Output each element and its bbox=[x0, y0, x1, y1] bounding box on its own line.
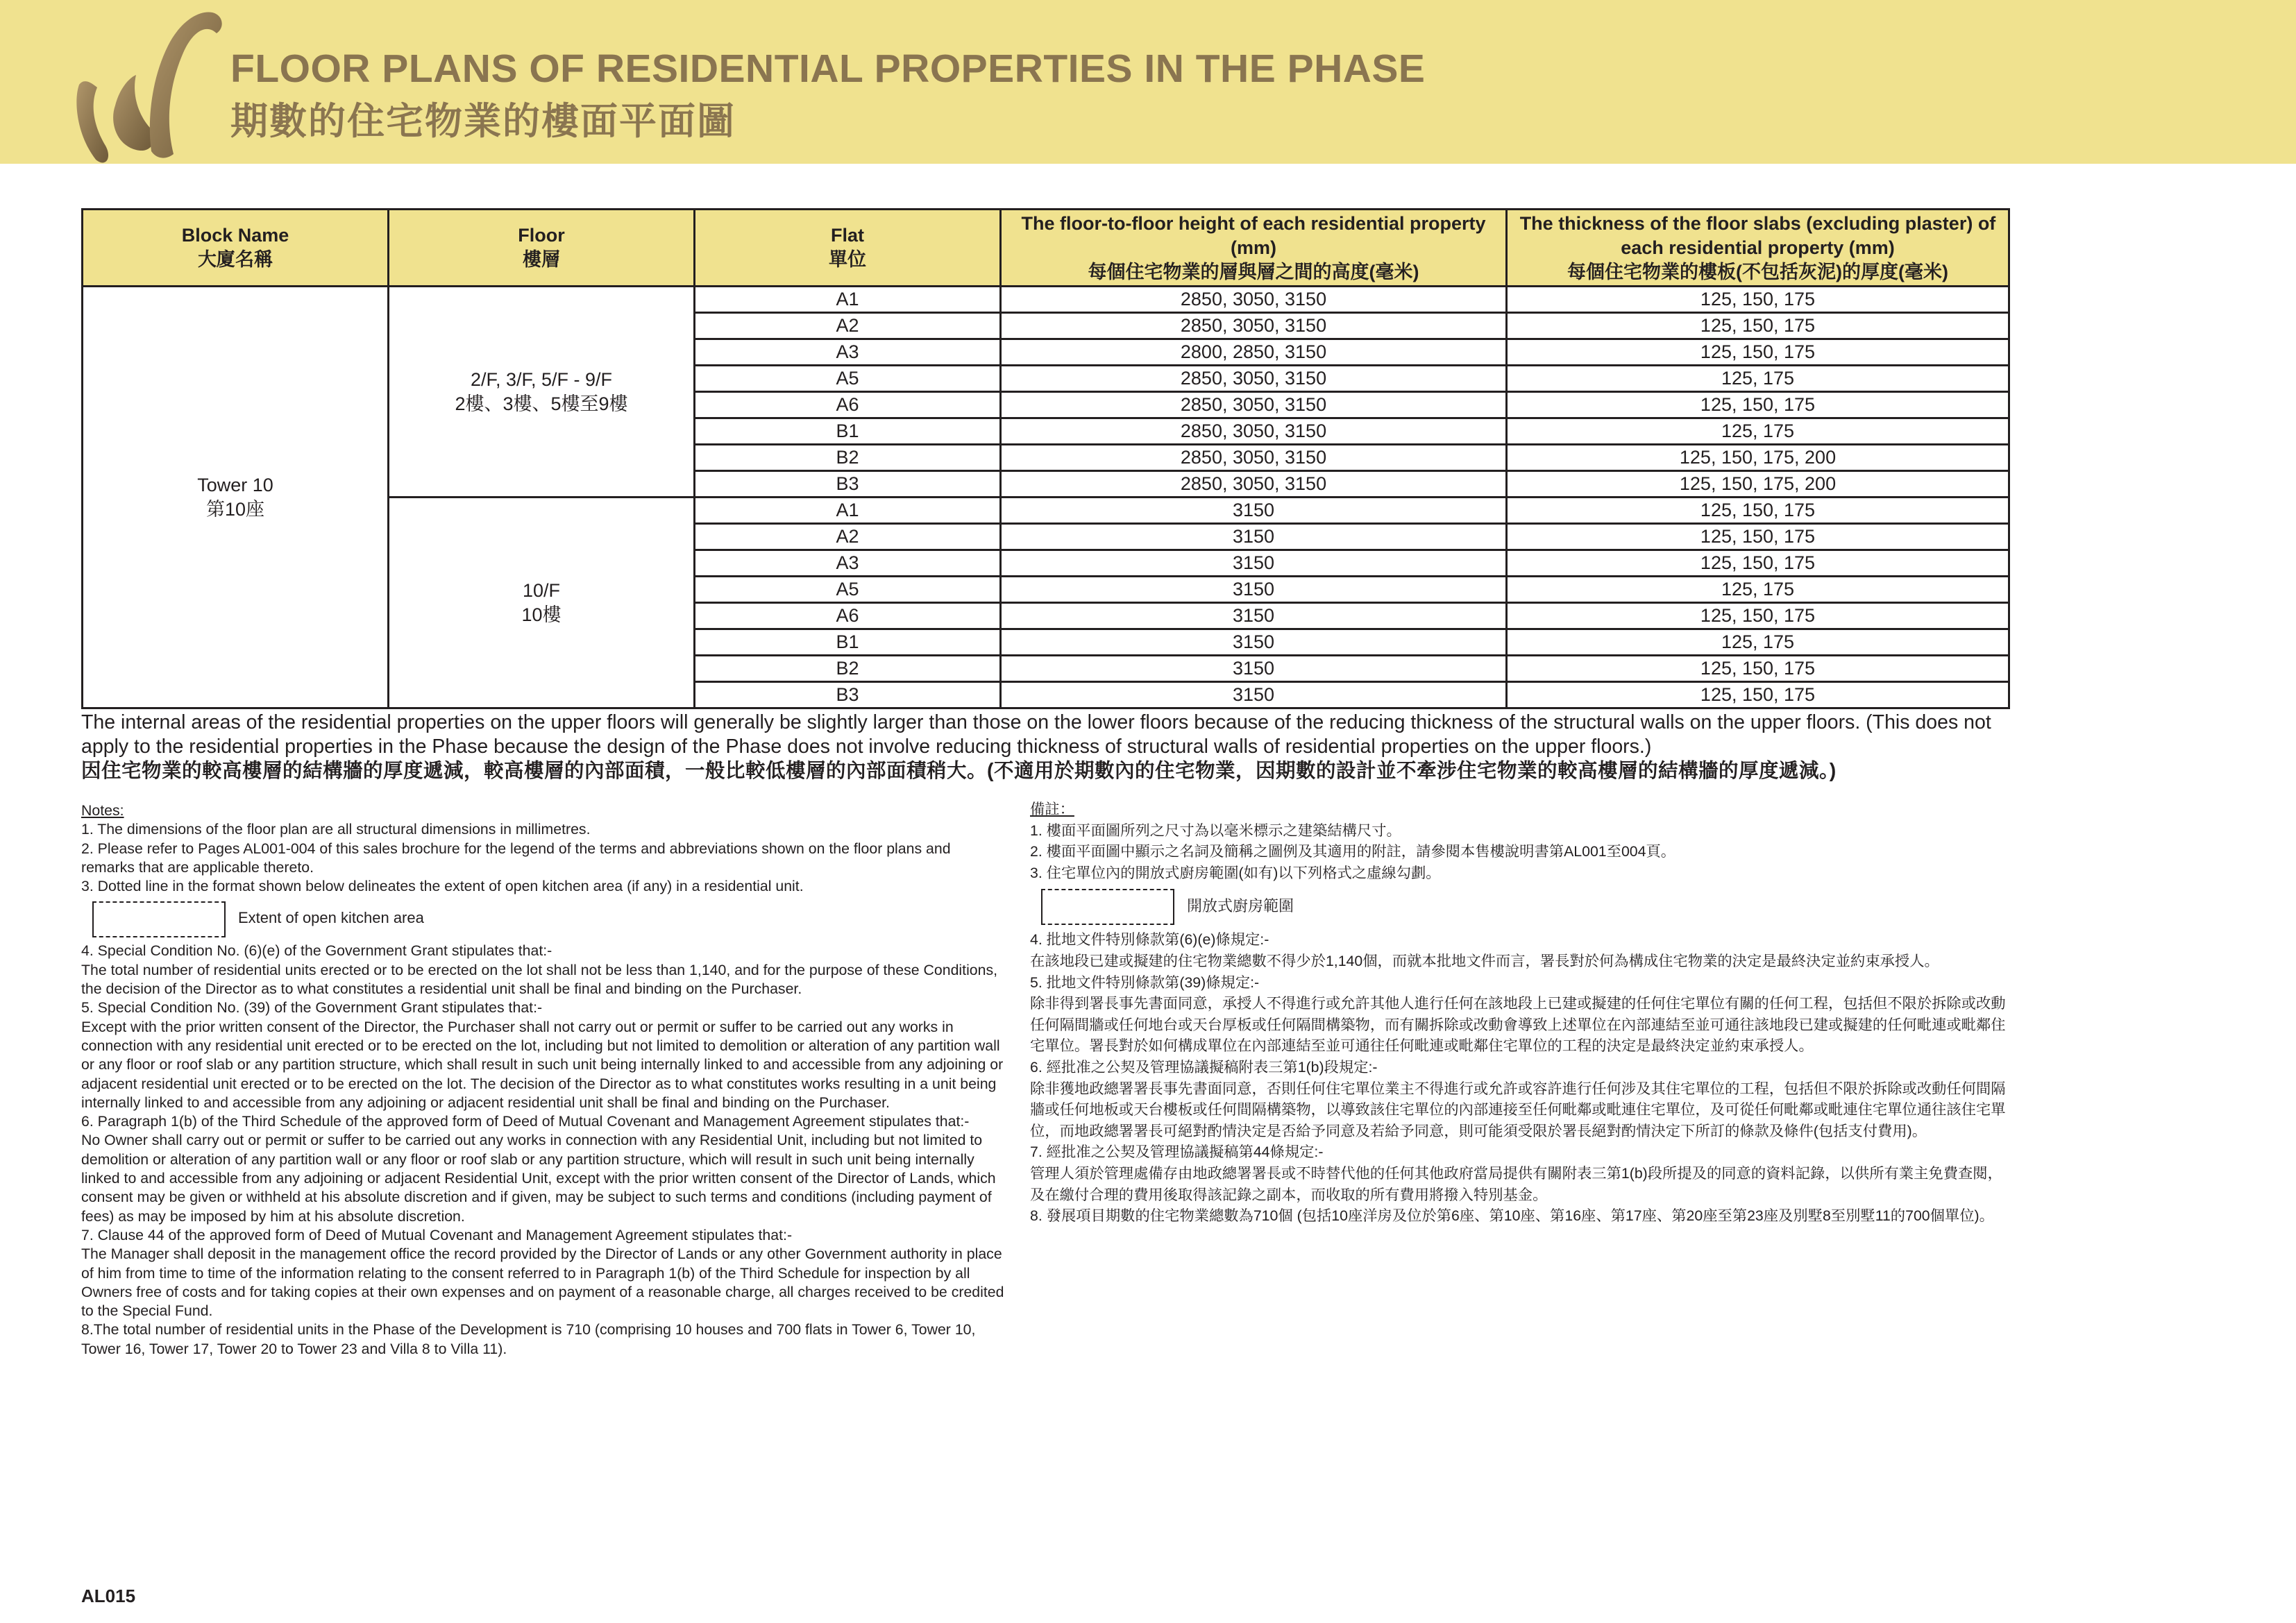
internal-area-note-zh: 因住宅物業的較高樓層的結構牆的厚度遞減，較高樓層的內部面積，一般比較低樓層的內部面積稍大。(不適用於期數內的住宅物業，因期數的設計並不牽涉住宅物業的較高樓層的結構牆的厚度遞減。) bbox=[81, 760, 1837, 782]
flat-cell: B1 bbox=[695, 418, 1001, 445]
height-cell: 3150 bbox=[1001, 656, 1507, 682]
flat-cell: A1 bbox=[695, 287, 1001, 313]
kitchen-legend bbox=[81, 896, 1004, 942]
note-7-title: 7. Clause 44 of the approved form of Deed of Mutual Covenant and Management Agreement stipulates that:- bbox=[81, 1226, 793, 1243]
note-5-title: 5. Special Condition No. (39) of the Government Grant stipulates that:- bbox=[81, 999, 543, 1017]
table-body bbox=[83, 287, 2009, 708]
note-1-zh: 1. 樓面平面圖所列之尺寸為以毫米標示之建築結構尺寸。 bbox=[1030, 822, 1401, 839]
header-slab-thickness: The thickness of the floor slabs (excluding plaster) of each residential property (mm) 每個住宅物業的樓板(不包括灰泥)的厚度(毫米) bbox=[1507, 210, 2009, 287]
note-5-body: Except with the prior written consent of the Director, the Purchaser shall not carry out or permit or suffer to be carried out any works in connection with any residential unit erected or to be erected on the lot, including but not limited to demolition or alteration of any partition wall or any floor or roof slab or any partition structure, which shall result in such unit being internally linked to and accessible from any adjoining or adjacent residential unit erected or to be erected on the lot. The decision of the Director as to what constitutes works resulting in a unit being internally linked to and accessible from any adjoining or adjacent residential unit shall be final and binding on the Purchaser. bbox=[81, 1018, 1004, 1111]
notes-heading-zh: 備註： bbox=[1030, 801, 1074, 817]
height-cell: 3150 bbox=[1001, 550, 1507, 577]
flat-cell: A3 bbox=[695, 339, 1001, 366]
height-cell: 2850, 3050, 3150 bbox=[1001, 313, 1507, 339]
thickness-cell: 125, 150, 175, 200 bbox=[1507, 471, 2009, 498]
page-code: AL015 bbox=[81, 1586, 136, 1606]
page-title-zh: 期數的住宅物業的樓面平面圖 bbox=[230, 101, 736, 142]
flat-cell: A1 bbox=[695, 498, 1001, 524]
height-cell: 2850, 3050, 3150 bbox=[1001, 418, 1507, 445]
note-3: 3. Dotted line in the format shown below delineates the extent of open kitchen area (if any) in a residential unit. bbox=[81, 878, 804, 895]
height-cell: 2800, 2850, 3150 bbox=[1001, 339, 1507, 366]
note-4-title-zh: 4. 批地文件特別條款第(6)(e)條規定:- bbox=[1030, 931, 1269, 949]
thickness-cell: 125, 150, 175 bbox=[1507, 524, 2009, 550]
height-cell: 3150 bbox=[1001, 524, 1507, 550]
thickness-cell: 125, 175 bbox=[1507, 577, 2009, 603]
open-kitchen-dotted-box bbox=[92, 901, 226, 937]
thickness-cell: 125, 150, 175 bbox=[1507, 287, 2009, 313]
thickness-cell: 125, 175 bbox=[1507, 629, 2009, 656]
flat-cell: A2 bbox=[695, 313, 1001, 339]
note-5-title-zh: 5. 批地文件特別條款第(39)條規定:- bbox=[1030, 974, 1260, 991]
height-cell: 2850, 3050, 3150 bbox=[1001, 445, 1507, 471]
kitchen-legend-label-zh: 開放式廚房範圍 bbox=[1187, 897, 1294, 915]
note-7-body: The Manager shall deposit in the management office the record provided by the Director of Lands or any other Government authority in place of him from time to time of the information relating to the consent referred to in Paragraph 1(b) of the Third Schedule for inspection by all Owners free of costs and for taking copies at their own expenses and on payment of a reasonable charge, all charges received to be credited to the Special Fund. bbox=[81, 1246, 1004, 1320]
note-6-body: No Owner shall carry out or permit or suffer to be carried out any works in connection with any Residential Unit, including but not limited to demolition or alteration of any partition wall or any floor or roof slab or any partition structure, which will result in such unit being internally linked to and accessible from any adjoining or adjacent Residential Unit, except with the prior written consent of the Director of Lands, which consent may be given or withheld at his absolute discretion and if given, may be subject to such terms and conditions (including payment of fees) as may be imposed by him at his absolute discretion. bbox=[81, 1132, 996, 1225]
thickness-cell: 125, 150, 175 bbox=[1507, 550, 2009, 577]
note-6-title: 6. Paragraph 1(b) of the Third Schedule of the approved form of Deed of Mutual Covenant and Management Agreement stipulates that:- bbox=[81, 1113, 970, 1130]
thickness-cell: 125, 150, 175 bbox=[1507, 313, 2009, 339]
note-7-title-zh: 7. 經批准之公契及管理協議擬稿第44條規定:- bbox=[1030, 1144, 1324, 1161]
header-floor-height: The floor-to-floor height of each residential property (mm) 每個住宅物業的層與層之間的高度(毫米) bbox=[1001, 210, 1507, 287]
note-6-title-zh: 6. 經批准之公契及管理協議擬稿附表三第1(b)段規定:- bbox=[1030, 1058, 1378, 1076]
flat-cell: B3 bbox=[695, 682, 1001, 708]
thickness-cell: 125, 150, 175 bbox=[1507, 498, 2009, 524]
flat-cell: A5 bbox=[695, 366, 1001, 392]
note-1: 1. The dimensions of the floor plan are all structural dimensions in millimetres. bbox=[81, 821, 591, 838]
note-8: 8.The total number of residential units in the Phase of the Development is 710 (comprising 10 houses and 700 flats in Tower 6, Tower 10, Tower 16, Tower 17, Tower 20 to Tower 23 and Villa 8 to Villa 11). bbox=[81, 1321, 976, 1357]
flat-cell: A3 bbox=[695, 550, 1001, 577]
internal-area-note bbox=[81, 711, 2018, 783]
note-2: 2. Please refer to Pages AL001-004 of this sales brochure for the legend of the terms and abbreviations shown on the floor plans and remarks that are applicable thereto. bbox=[81, 840, 951, 876]
floor-cell: 2/F, 3/F, 5/F - 9/F 2樓、3樓、5樓至9樓 bbox=[389, 287, 695, 498]
thickness-cell: 125, 150, 175, 200 bbox=[1507, 445, 2009, 471]
thickness-cell: 125, 175 bbox=[1507, 418, 2009, 445]
note-7-body-zh: 管理人須於管理處備存由地政總署署長或不時替代他的任何其他政府當局提供有關附表三第1(b)段所提及的同意的資料記錄，以供所有業主免費查閱，及在繳付合理的費用後取得該記錄之副本，而收取的所有費用將撥入特別基金。 bbox=[1030, 1164, 2002, 1203]
kitchen-legend-label: Extent of open kitchen area bbox=[238, 909, 424, 927]
block-name-cell: Tower 10 第10座 bbox=[83, 287, 389, 708]
flat-cell: B3 bbox=[695, 471, 1001, 498]
flat-cell: B2 bbox=[695, 445, 1001, 471]
height-cell: 2850, 3050, 3150 bbox=[1001, 287, 1507, 313]
thickness-cell: 125, 175 bbox=[1507, 366, 2009, 392]
height-cell: 3150 bbox=[1001, 603, 1507, 629]
flat-cell: A6 bbox=[695, 603, 1001, 629]
notes-english bbox=[81, 801, 1004, 1359]
height-cell: 3150 bbox=[1001, 629, 1507, 656]
note-4-title: 4. Special Condition No. (6)(e) of the Government Grant stipulates that:- bbox=[81, 942, 552, 960]
notes-heading: Notes: bbox=[81, 802, 124, 819]
height-cell: 2850, 3050, 3150 bbox=[1001, 471, 1507, 498]
internal-area-note-en: The internal areas of the residential properties on the upper floors will generally be slightly larger than those on the lower floors because of the reducing thickness of the structural walls on the upper floors. (This does not apply to the residential properties in the Phase because the design of the Phase does not involve reducing thickness of structural walls of residential properties on the upper floors.) bbox=[81, 711, 1991, 758]
flat-cell: A2 bbox=[695, 524, 1001, 550]
height-cell: 3150 bbox=[1001, 498, 1507, 524]
note-8-zh: 8. 發展項目期數的住宅物業總數為710個 (包括10座洋房及位於第6座、第10座、第16座、第17座、第20座至第23座及別墅8至別墅11的700個單位)。 bbox=[1030, 1207, 1994, 1225]
header-floor: Floor 樓層 bbox=[389, 210, 695, 287]
height-cell: 2850, 3050, 3150 bbox=[1001, 366, 1507, 392]
height-cell: 3150 bbox=[1001, 577, 1507, 603]
thickness-cell: 125, 150, 175 bbox=[1507, 392, 2009, 418]
height-cell: 3150 bbox=[1001, 682, 1507, 708]
brand-logo-icon bbox=[69, 3, 229, 167]
header-banner bbox=[0, 0, 2296, 164]
notes-chinese bbox=[1030, 799, 2016, 1227]
flat-cell: A5 bbox=[695, 577, 1001, 603]
page-title-en: FLOOR PLANS OF RESIDENTIAL PROPERTIES IN THE PHASE bbox=[230, 46, 1426, 91]
note-4-body: The total number of residential units erected or to be erected on the lot shall not be less than 1,140, and for the purpose of these Conditions, the decision of the Director as to what constitutes a residential unit shall be final and binding on the Purchaser. bbox=[81, 961, 998, 998]
header-block-name: Block Name 大廈名稱 bbox=[83, 210, 389, 287]
floor-cell: 10/F 10樓 bbox=[389, 498, 695, 708]
flat-cell: A6 bbox=[695, 392, 1001, 418]
note-4-body-zh: 在該地段已建或擬建的住宅物業總數不得少於1,140個，而就本批地文件而言，署長對於何為構成住宅物業的決定是最終決定並約束承授人。 bbox=[1030, 952, 1939, 969]
flat-cell: B1 bbox=[695, 629, 1001, 656]
open-kitchen-dotted-box-zh bbox=[1041, 889, 1174, 925]
note-2-zh: 2. 樓面平面圖中顯示之名詞及簡稱之圖例及其適用的附註，請參閱本售樓說明書第AL001至004頁。 bbox=[1030, 843, 1676, 860]
floor-height-table bbox=[81, 208, 2010, 709]
kitchen-legend-zh bbox=[1030, 883, 2016, 929]
height-cell: 2850, 3050, 3150 bbox=[1001, 392, 1507, 418]
thickness-cell: 125, 150, 175 bbox=[1507, 682, 2009, 708]
thickness-cell: 125, 150, 175 bbox=[1507, 603, 2009, 629]
thickness-cell: 125, 150, 175 bbox=[1507, 656, 2009, 682]
note-6-body-zh: 除非獲地政總署署長事先書面同意，否則任何住宅單位業主不得進行或允許或容許進行任何涉及其住宅單位的工程，包括但不限於拆除或改動任何間隔牆或任何地板或天台樓板或任何間隔構築物，以導致該住宅單位的內部連接至任何毗鄰或毗連住宅單位，及可從任何毗鄰或毗連住宅單位通往該住宅單位，而地政總署署長可絕對酌情決定是否給予同意及若給予同意，則可能須受限於署長絕對酌情決定下所訂的條款及條件(包括支付費用)。 bbox=[1030, 1080, 2006, 1139]
note-5-body-zh: 除非得到署長事先書面同意，承授人不得進行或允許其他人進行任何在該地段上已建或擬建的任何住宅單位有關的任何工程，包括但不限於拆除或改動任何隔間牆或任何地台或天台厚板或任何隔間構築物，而有關拆除或改動會導致上述單位在內部連結至並可通往該地段已建或擬建的任何毗連或毗鄰住宅單位。署長對於如何構成單位在內部連結至並可通往任何毗連或毗鄰住宅單位的工程的決定是最終決定並約束承授人。 bbox=[1030, 995, 2006, 1055]
flat-cell: B2 bbox=[695, 656, 1001, 682]
table-row bbox=[83, 287, 2009, 313]
note-3-zh: 3. 住宅單位內的開放式廚房範圍(如有)以下列格式之虛線勾劃。 bbox=[1030, 864, 1441, 881]
header-flat: Flat 單位 bbox=[695, 210, 1001, 287]
table-header-row bbox=[83, 210, 2009, 287]
thickness-cell: 125, 150, 175 bbox=[1507, 339, 2009, 366]
